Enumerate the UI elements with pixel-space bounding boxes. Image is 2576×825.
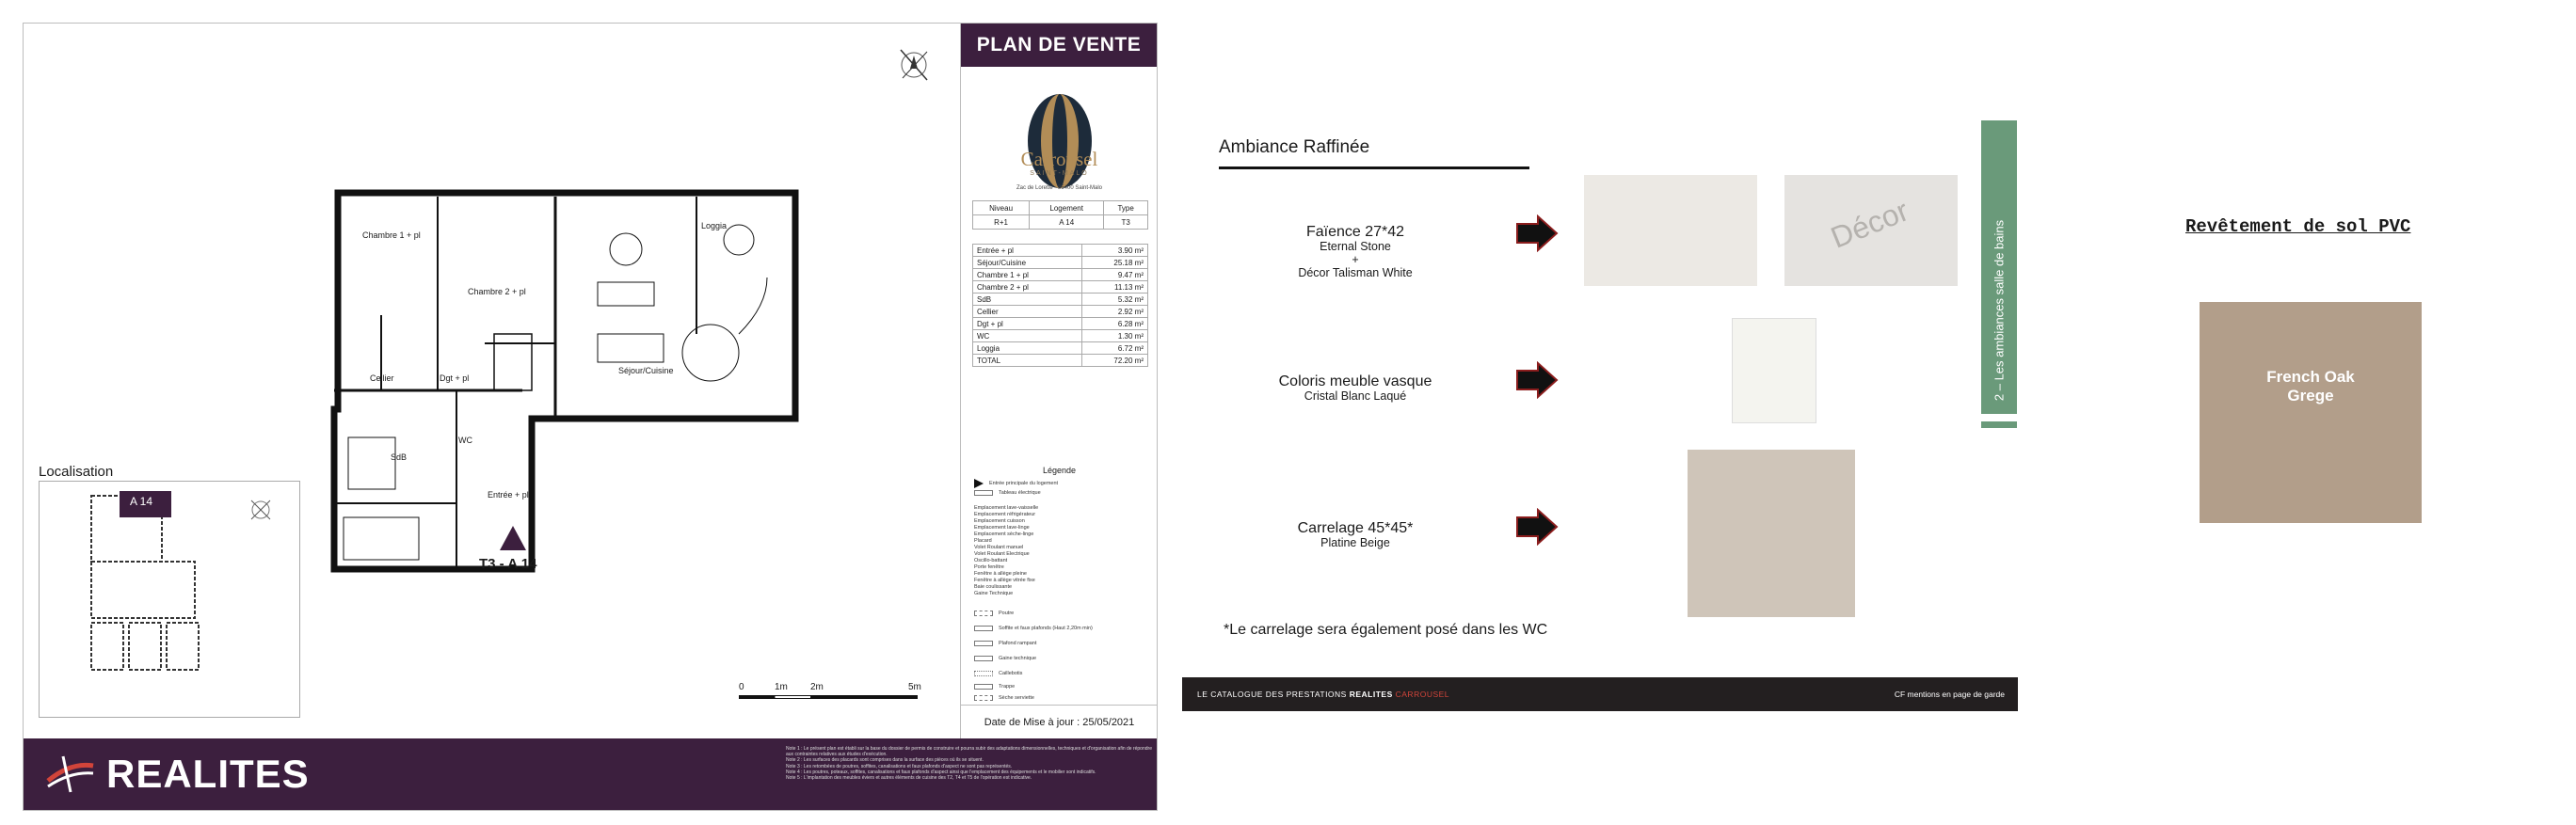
- carrelage-title: Carrelage 45*45*: [1297, 520, 1414, 536]
- realites-logo: [42, 752, 310, 797]
- legend-item: Emplacement lave-linge: [974, 525, 1030, 531]
- legend-title: Légende: [1042, 466, 1077, 475]
- footer-prefix: LE CATALOGUE DES PRESTATIONS: [1197, 690, 1350, 699]
- total-area: 72.20 m²: [1082, 355, 1148, 367]
- legend-item: Caillebotis: [974, 671, 1022, 676]
- faience-sub-2: +: [1352, 253, 1359, 266]
- meuble-block: [1242, 373, 1468, 403]
- realites-footer: [24, 738, 1157, 810]
- address: Zac de Lorette - 35400 Saint-Malo: [1016, 185, 1103, 191]
- room-name: Entrée + pl: [973, 245, 1082, 257]
- arrow-right-icon: [1515, 214, 1559, 252]
- carrelage-sub: Platine Beige: [1320, 536, 1390, 549]
- scale-label: 2m: [810, 682, 824, 692]
- footer-notes: [786, 746, 1153, 781]
- room-name: Séjour/Cuisine: [973, 257, 1082, 269]
- room-name: Loggia: [973, 342, 1082, 355]
- localisation-map: [39, 481, 300, 718]
- room-area: 11.13 m²: [1082, 281, 1148, 294]
- plan-de-vente-sheet: [23, 23, 1158, 811]
- realites-wordmark: REALITES: [106, 752, 310, 796]
- header-niveau: Niveau: [973, 201, 1030, 215]
- room-label-ch2: Chambre 2 + pl: [468, 287, 526, 296]
- legend-item: Volet Roulant Electrique: [974, 551, 1030, 557]
- site-plan-drawing: [40, 482, 299, 717]
- header-type: Type: [1104, 201, 1148, 215]
- meuble-title: Coloris meuble vasque: [1278, 373, 1432, 389]
- decor-talisman-swatch: [1784, 175, 1958, 286]
- eternal-stone-swatch: [1584, 175, 1757, 286]
- room-name: WC: [973, 330, 1082, 342]
- room-area: 5.32 m²: [1082, 294, 1148, 306]
- value-type: T3: [1104, 215, 1148, 230]
- room-label-cellier: Cellier: [370, 373, 394, 383]
- surfaces-table: [972, 244, 1148, 367]
- legend-item: Baie coulissante: [974, 584, 1013, 590]
- scale-bar: [739, 682, 927, 710]
- legend-item: Oscillo-battant: [974, 558, 1008, 563]
- cristal-blanc-swatch: [1732, 318, 1816, 423]
- compass-icon: [891, 42, 936, 87]
- faience-title: Faïence 27*42: [1305, 224, 1405, 240]
- french-oak-swatch: [2200, 302, 2422, 523]
- scale-label: 0: [739, 682, 744, 692]
- floor-plan-area: [24, 24, 960, 738]
- room-area: 1.30 m²: [1082, 330, 1148, 342]
- footer-brand: REALITES: [1349, 690, 1393, 699]
- room-label-sdb: SdB: [391, 452, 408, 462]
- ambiance-title: Ambiance Raffinée: [1219, 137, 1370, 157]
- footer-program: CARROUSEL: [1395, 690, 1450, 699]
- total-label: TOTAL: [973, 355, 1082, 367]
- scale-label: 5m: [908, 682, 921, 692]
- legend-item: Sèche serviette: [974, 695, 1034, 701]
- note-text: Note 5 : L'implantation des meubles éviers et autres éléments de cuisine des T2, T4 et T5 de l'opération est indicative.: [786, 775, 1032, 782]
- floor-plan-drawing: [325, 183, 814, 579]
- pvc-title: Revêtement de sol PVC: [2185, 216, 2411, 237]
- legend-item: Emplacement lave-vaisselle: [974, 505, 1039, 511]
- room-area: 6.28 m²: [1082, 318, 1148, 330]
- table-row: [973, 330, 1148, 342]
- faience-sub-1: Eternal Stone: [1320, 240, 1391, 253]
- room-name: SdB: [973, 294, 1082, 306]
- legend-item: Porte fenêtre: [974, 564, 1004, 570]
- room-label-ch1: Chambre 1 + pl: [362, 230, 421, 240]
- section-tab-gap: [1981, 414, 2017, 421]
- table-row: [973, 257, 1148, 269]
- table-row: [973, 342, 1148, 355]
- carrelage-block: [1224, 520, 1487, 549]
- value-logement: A 14: [1030, 215, 1104, 230]
- legend-item: Volet Roulant manuel: [974, 545, 1024, 550]
- legend-item: Soffite et faux plafonds (Haut 2,20m min): [974, 626, 1093, 631]
- legend-item: Fenêtre à allège pleine: [974, 571, 1027, 577]
- localisation-label: Localisation: [39, 464, 114, 480]
- faience-block: [1242, 224, 1468, 279]
- realites-flame-icon: [42, 753, 99, 796]
- table-row: [973, 281, 1148, 294]
- arrow-right-icon: [1515, 361, 1559, 399]
- catalogue-footer-title: [1197, 690, 1449, 699]
- value-niveau: R+1: [973, 215, 1030, 230]
- table-row: [973, 269, 1148, 281]
- entrance-arrow-icon: [500, 526, 526, 550]
- catalogue-footer: [1182, 677, 2018, 711]
- table-row: [973, 245, 1148, 257]
- legend-item: Emplacement cuisson: [974, 518, 1025, 524]
- logo-subtitle: SAINT-MALO: [1030, 170, 1089, 177]
- room-area: 2.92 m²: [1082, 306, 1148, 318]
- panel-title: PLAN DE VENTE: [961, 24, 1157, 67]
- carrousel-logo-icon: [1008, 89, 1112, 193]
- room-label-wc: WC: [458, 436, 472, 445]
- room-label-entree: Entrée + pl: [488, 490, 529, 500]
- header-logement: Logement: [1030, 201, 1104, 215]
- legend-item: Fenêtre à allège vitrée fixe: [974, 578, 1035, 583]
- section-tab-foot: [1981, 421, 2017, 428]
- logement-table: [972, 200, 1148, 230]
- scale-label: 1m: [775, 682, 788, 692]
- note-text: Note 1 : Le présent plan est établi sur la base du dossier de permis de construire et pourra subir des adaptations dimensionnelles, techniques et d'organisation afin de répondre aux contraintes relatives aux études d'exécution.: [786, 746, 1152, 758]
- note-text: Note 2 : Les surfaces des placards sont comprises dans la surface des pièces où ils se situent.: [786, 757, 984, 764]
- room-name: Cellier: [973, 306, 1082, 318]
- legend-item: Trappe: [974, 684, 1015, 690]
- room-area: 25.18 m²: [1082, 257, 1148, 269]
- logo-brand-text: Carrousel: [1020, 148, 1098, 170]
- legend-item: Entrée principale du logement: [974, 479, 1058, 488]
- room-name: Chambre 1 + pl: [973, 269, 1082, 281]
- legend-item: Emplacement réfrigérateur: [974, 512, 1036, 517]
- room-area: 9.47 m²: [1082, 269, 1148, 281]
- legend-item: Tableau électrique: [974, 490, 1041, 496]
- platine-beige-swatch: [1688, 450, 1855, 617]
- room-name: Dgt + pl: [973, 318, 1082, 330]
- table-row-total: [973, 355, 1148, 367]
- decor-watermark: Décor: [1826, 193, 1913, 255]
- oak-label-line-2: Grege: [2287, 387, 2334, 405]
- legend-item: Placard: [974, 538, 992, 544]
- room-label-dgt: Dgt + pl: [440, 373, 470, 383]
- table-row: [973, 294, 1148, 306]
- legend-item: Gaine technique: [974, 656, 1036, 661]
- room-name: Chambre 2 + pl: [973, 281, 1082, 294]
- localisation-lot-badge: A 14: [130, 495, 153, 508]
- faience-sub-3: Décor Talisman White: [1298, 266, 1413, 279]
- note-text: Note 4 : Les poutres, poteaux, soffites, canalisations et faux plafonds d'aspect ainsi que l'emplacement des équipements et le mobilier sont indicatifs.: [786, 769, 1096, 775]
- section-tab-label: 2 – Les ambiances salle de bains: [1992, 219, 2007, 402]
- title-underline: [1219, 167, 1529, 169]
- oak-label-line-1: French Oak: [2266, 368, 2355, 386]
- room-area: 3.90 m²: [1082, 245, 1148, 257]
- arrow-right-icon: [1515, 508, 1559, 546]
- room-area: 6.72 m²: [1082, 342, 1148, 355]
- room-label-loggia: Loggia: [701, 221, 728, 230]
- note-text: Note 3 : Les retombées de poutres, soffites, canalisations et faux plafonds d'aspect ne sont pas représentés.: [786, 763, 1013, 769]
- carrelage-note: *Le carrelage sera également posé dans les WC: [1224, 622, 1548, 638]
- table-row: [973, 318, 1148, 330]
- update-date: Date de Mise à jour : 25/05/2021: [961, 705, 1158, 738]
- legend-item: Plafond rampant: [974, 641, 1036, 646]
- legend-item: Emplacement sèche-linge: [974, 531, 1034, 537]
- catalogue-footer-mentions: CF mentions en page de garde: [1894, 690, 2005, 699]
- oak-label: [2200, 368, 2422, 405]
- room-label-sejour: Séjour/Cuisine: [618, 366, 674, 375]
- lot-caption: T3 - A 14: [479, 556, 537, 572]
- legend-item: Gaine Technique: [974, 591, 1014, 596]
- legend-item: Poutre: [974, 611, 1014, 616]
- info-panel: [960, 24, 1157, 738]
- table-row: [973, 306, 1148, 318]
- meuble-sub: Cristal Blanc Laqué: [1304, 389, 1407, 403]
